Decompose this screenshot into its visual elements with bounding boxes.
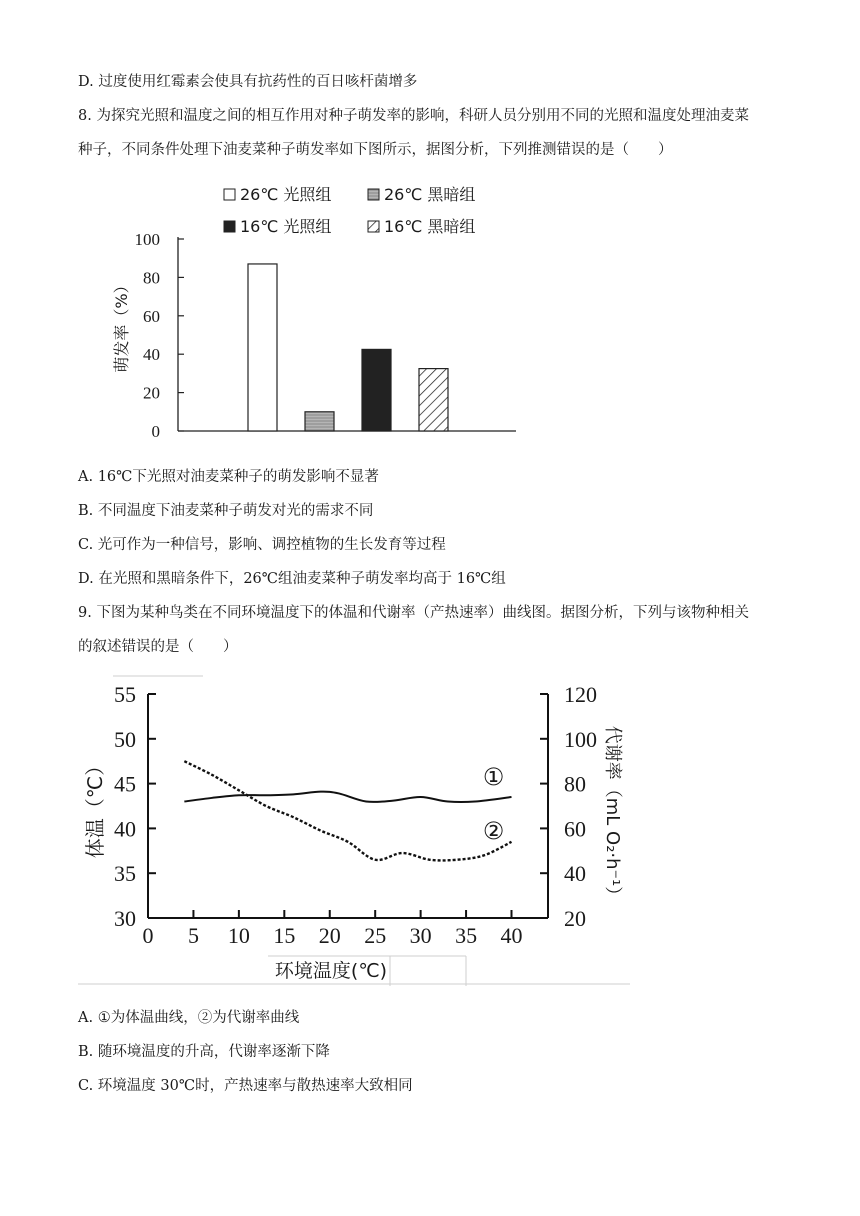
series-line-2 (184, 761, 511, 860)
q9-option-b: B. 随环境温度的升高，代谢率逐渐下降 (78, 1044, 330, 1060)
chart2-x-tick-label: 10 (227, 923, 250, 948)
chart2-right-tick-label: 80 (564, 771, 586, 797)
chart1-y-tick-label: 60 (143, 306, 160, 326)
chart1-y-tick-label: 100 (134, 230, 160, 249)
chart2-x-tick-label: 5 (187, 923, 199, 948)
q9-option-a: A. ①为体温曲线，②为代谢率曲线 (78, 1010, 300, 1026)
chart2-y-right-label: 代谢率（mL O₂·h⁻¹） (602, 725, 623, 905)
germination-bar-chart (100, 180, 540, 445)
legend-label-1: 26℃ 光照组 (240, 185, 332, 204)
legend-swatch-2 (368, 189, 379, 200)
chart2-y-left-label: 体温（℃） (83, 755, 107, 859)
q8-option-a: A. 16℃下光照对油麦菜种子的萌发影响不显著 (78, 469, 379, 485)
chart1-y-axis-label: 萌发率（%） (112, 277, 131, 373)
chart1-y-tick-label: 40 (143, 345, 160, 365)
chart2-axes (114, 682, 597, 948)
legend-swatch-1 (224, 189, 235, 200)
legend-label-2: 26℃ 黑暗组 (384, 185, 476, 204)
bar-2 (305, 412, 334, 431)
chart2-right-tick-label: 20 (564, 906, 586, 931)
chart2-x-axis-label: 环境温度(℃) (274, 960, 388, 982)
chart2-x-tick-label: 15 (273, 923, 296, 948)
chart2-right-tick-label: 120 (564, 682, 597, 707)
temperature-metabolism-chart (78, 670, 638, 992)
series-label-1: ① (482, 763, 505, 792)
legend-swatch-3 (224, 221, 235, 232)
chart2-x-tick-label: 40 (500, 923, 523, 948)
q9-stem-line2: 的叙述错误的是（ ） (78, 639, 238, 655)
chart2-left-tick-label: 40 (114, 816, 136, 842)
q9-stem-line1: 9. 下图为某种鸟类在不同环境温度下的体温和代谢率（产热速率）曲线图。据图分析，下列与该物种相关 (78, 605, 749, 621)
q8-stem-line1: 8. 为探究光照和温度之间的相互作用对种子萌发率的影响，科研人员分别用不同的光照和温度处理油麦菜 (78, 108, 749, 124)
legend-label-3: 16℃ 光照组 (240, 217, 332, 236)
legend-swatch-4 (368, 221, 379, 232)
chart2-right-tick-label: 60 (564, 816, 586, 842)
q9-option-c: C. 环境温度 30℃时，产热速率与散热速率大致相同 (78, 1078, 413, 1094)
chart1-y-tick-label: 0 (151, 422, 160, 441)
chart2-x-tick-label: 30 (409, 923, 432, 948)
bar-4 (419, 369, 448, 431)
bar-3 (362, 349, 391, 431)
chart2-left-tick-label: 55 (114, 682, 136, 707)
chart1-y-tick-label: 80 (143, 268, 160, 288)
series-label-2: ② (482, 816, 505, 845)
chart1-axes (135, 230, 517, 441)
q8-stem-line2: 种子，不同条件处理下油麦菜种子萌发率如下图所示，据图分析，下列推测错误的是（ ） (78, 142, 673, 158)
bar-1 (248, 264, 277, 431)
chart2-x-tick-label: 0 (142, 923, 154, 948)
q7-option-d: D. 过度使用红霉素会使具有抗药性的百日咳杆菌增多 (78, 74, 418, 90)
q8-option-c: C. 光可作为一种信号，影响、调控植物的生长发育等过程 (78, 537, 446, 553)
chart2-right-tick-label: 40 (564, 861, 586, 887)
chart1-y-tick-label: 20 (143, 383, 160, 403)
chart2-lines (184, 761, 511, 860)
chart2-left-tick-label: 30 (114, 906, 136, 931)
chart2-left-tick-label: 45 (114, 771, 136, 797)
chart2-x-tick-label: 35 (455, 923, 478, 948)
chart1-bars (248, 264, 448, 431)
series-line-1 (184, 792, 511, 802)
q8-option-d: D. 在光照和黑暗条件下，26℃组油麦菜种子萌发率均高于 16℃组 (78, 571, 506, 587)
chart2-left-tick-label: 50 (114, 726, 136, 752)
chart2-right-tick-label: 100 (564, 726, 597, 752)
chart2-x-tick-label: 20 (318, 923, 341, 948)
q8-option-b: B. 不同温度下油麦菜种子萌发对光的需求不同 (78, 503, 374, 519)
legend-label-4: 16℃ 黑暗组 (384, 217, 476, 236)
chart2-x-tick-label: 25 (364, 923, 387, 948)
chart2-left-tick-label: 35 (114, 861, 136, 887)
chart1-legend (224, 185, 475, 236)
